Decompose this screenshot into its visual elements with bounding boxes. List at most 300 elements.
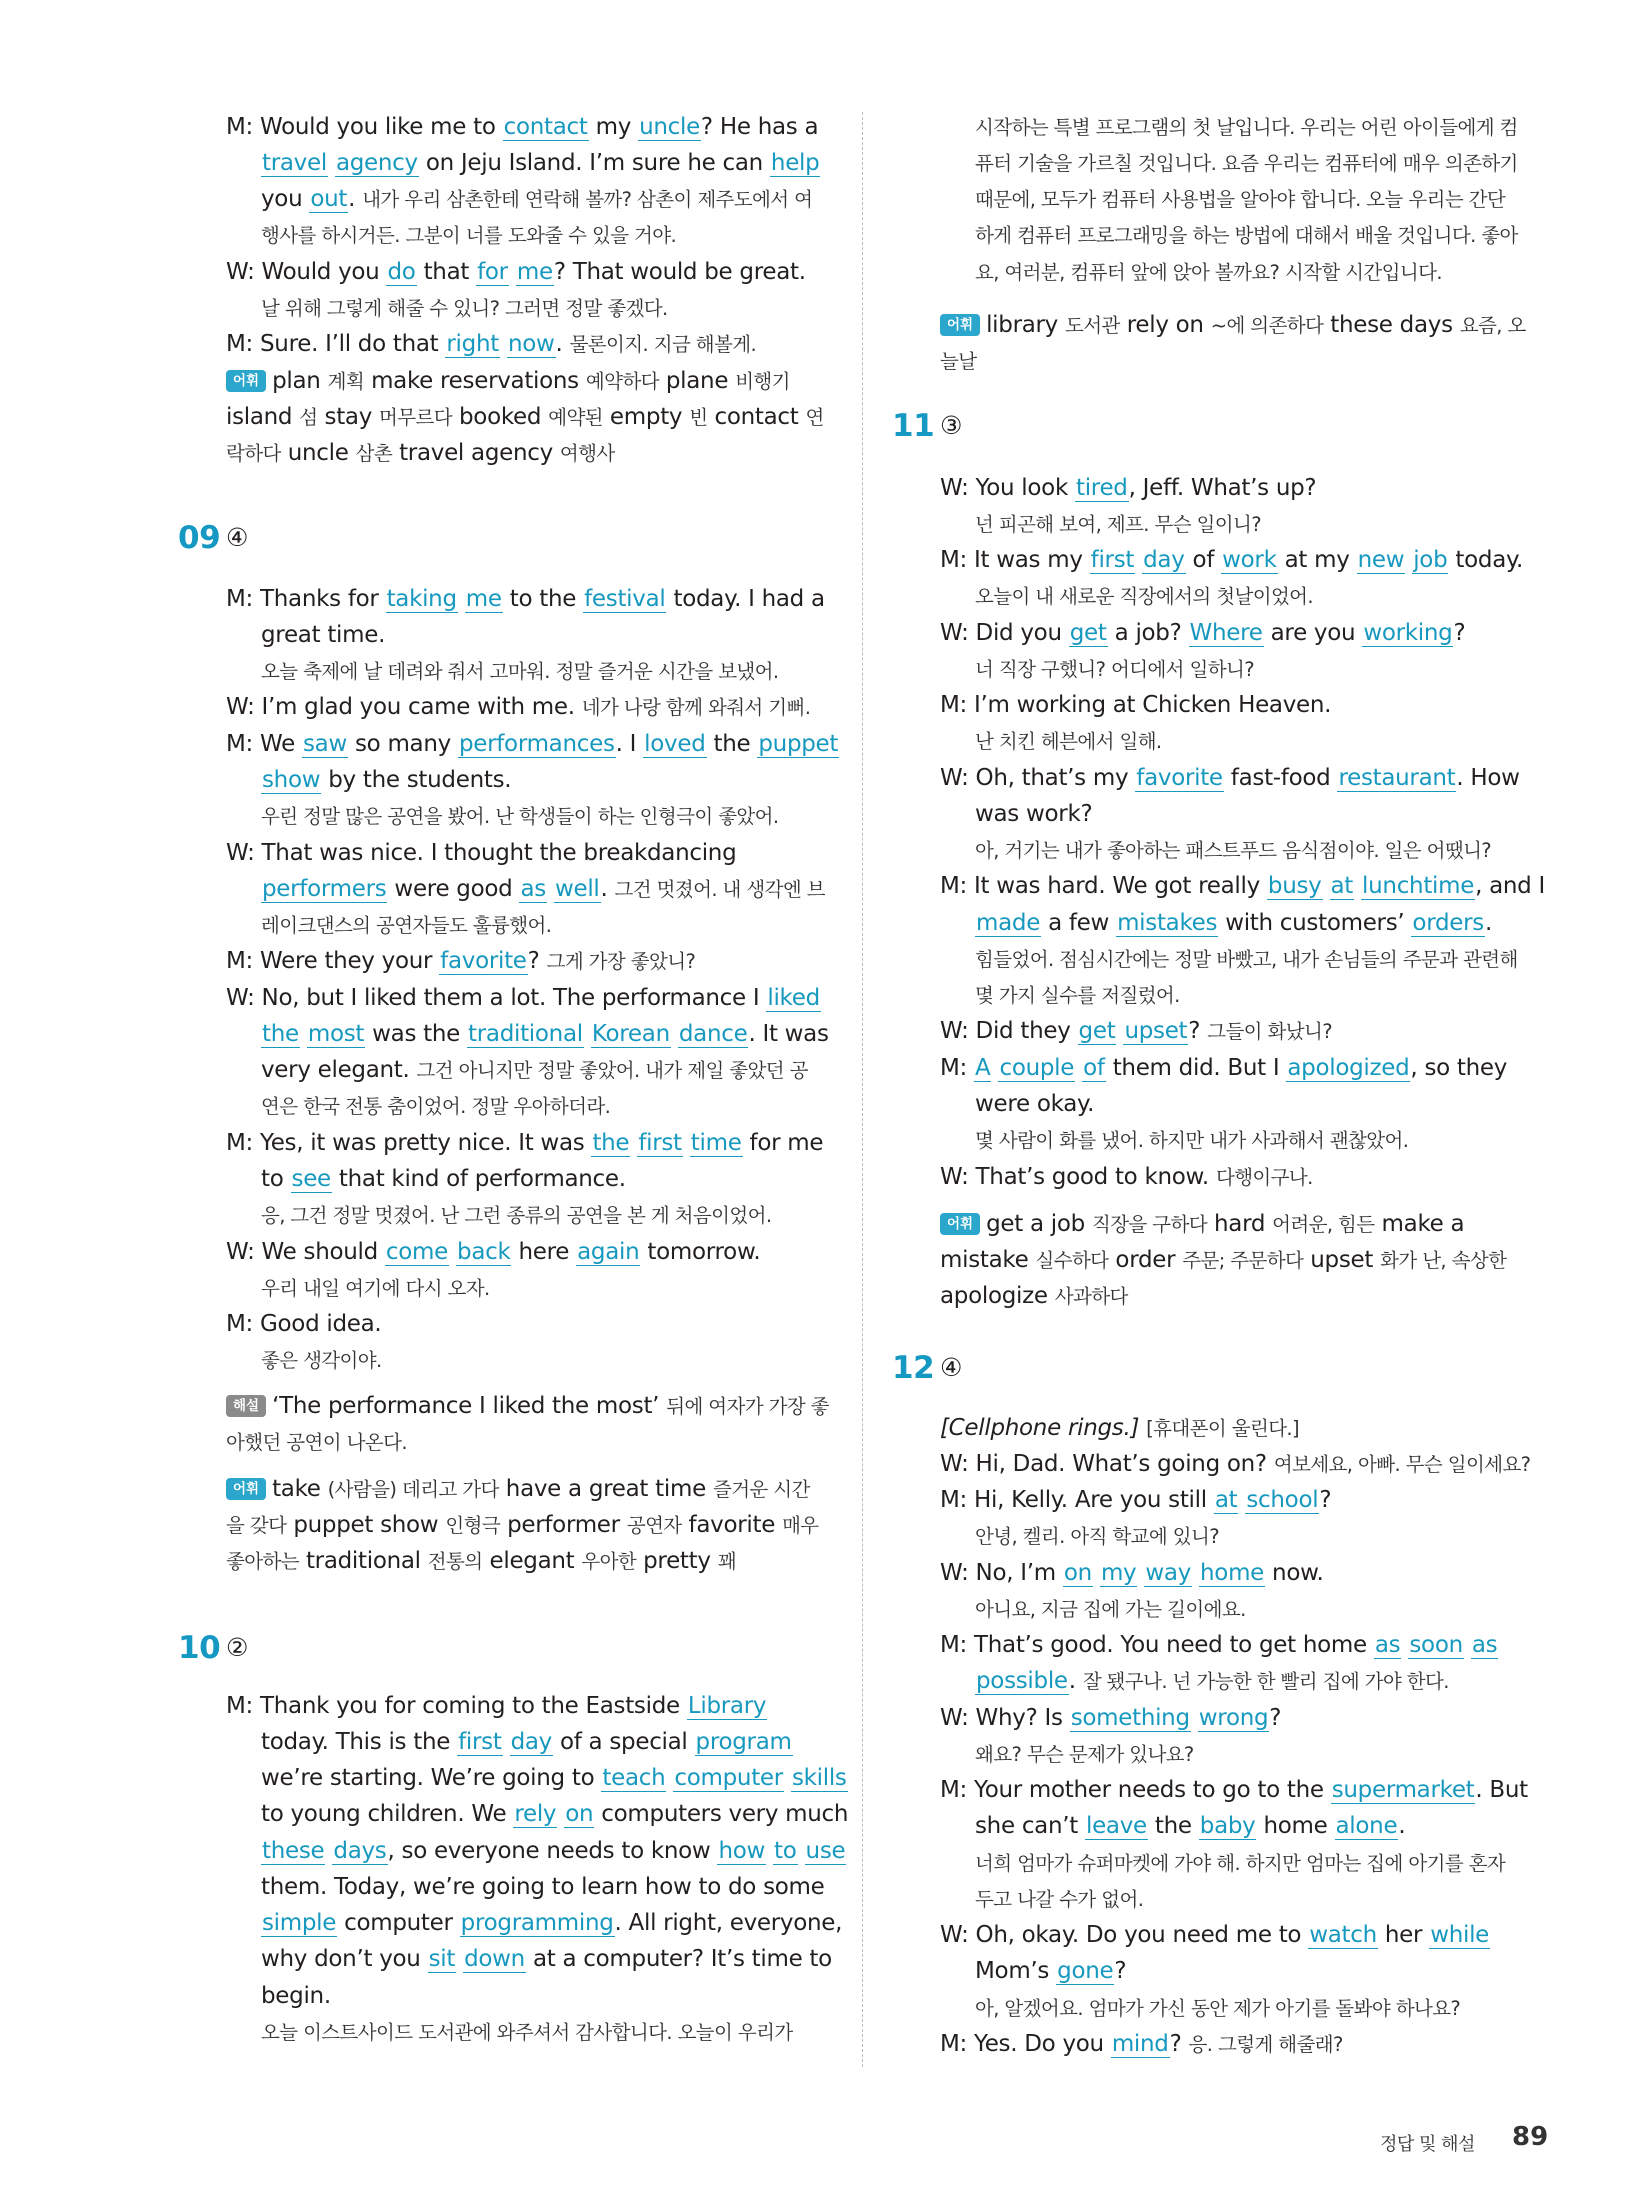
text-line <box>261 1345 382 1376</box>
dialogue-text: empty <box>602 404 690 430</box>
text-line <box>940 1016 1332 1047</box>
translation-text: 머무르다 <box>379 406 452 429</box>
translation-text: 하게 컴퓨터 프로그래밍을 하는 방법에 대해서 배울 것입니다. 좋아 <box>975 224 1518 247</box>
text-line <box>940 1630 1498 1660</box>
text-line <box>226 438 615 469</box>
translation-text: 그건 아니지만 정말 좋았어. 내가 제일 좋았던 공 <box>416 1059 808 1082</box>
translation-text: 그게 가장 좋았니? <box>546 950 696 973</box>
keyword-to: to <box>774 1838 797 1864</box>
translation-text: 오늘이 내 새로운 직장에서의 첫날이었어. <box>975 585 1314 608</box>
keyword-library: Library <box>687 1693 767 1719</box>
question-number: 11 <box>892 408 935 444</box>
translation-text: 섬 <box>299 406 318 429</box>
dialogue-text: ? <box>527 948 547 974</box>
dialogue-text: you <box>261 186 310 212</box>
dialogue-text: W: That’s good to know. <box>940 1164 1216 1190</box>
text-line <box>975 220 1518 251</box>
footer-label: 정답 및 해설 <box>1380 2134 1475 2155</box>
translation-text: 물론이지. 지금 해볼게. <box>569 333 757 356</box>
keyword-liked: liked <box>767 985 820 1011</box>
translation-text: 즐거운 시간 <box>712 1478 810 1501</box>
keyword-taking: taking <box>386 586 457 612</box>
dialogue-text: so many <box>347 731 458 757</box>
keyword-of: of <box>1083 1055 1105 1081</box>
text-line <box>226 402 824 433</box>
dialogue-text: M: That’s good. You need to get home <box>940 1632 1374 1658</box>
text-line <box>940 2029 1343 2060</box>
dialogue-text: to the <box>502 586 584 612</box>
text-line <box>940 618 1465 648</box>
keyword-me: me <box>516 259 553 285</box>
translation-text: 다행이구나. <box>1215 1166 1313 1189</box>
translation-text: 꽤 <box>717 1550 736 1573</box>
dialogue-text: . <box>1484 910 1492 936</box>
text-line <box>226 584 825 614</box>
dialogue-text: great time. <box>261 622 386 648</box>
dialogue-text: ? That would be great. <box>553 259 806 285</box>
dialogue-text <box>1464 1632 1471 1658</box>
keyword-home: home <box>1200 1560 1265 1586</box>
text-line <box>261 1055 808 1086</box>
keyword-couple: couple <box>999 1055 1075 1081</box>
keyword-show: show <box>262 767 321 793</box>
dialogue-text: rely on <box>1119 312 1211 338</box>
dialogue-text: of <box>1185 547 1222 573</box>
keyword-baby: baby <box>1199 1813 1256 1839</box>
dialogue-text <box>503 1729 510 1755</box>
keyword-first: first <box>638 1130 682 1156</box>
dialogue-text: . <box>1398 1813 1406 1839</box>
dialogue-text: , so everyone needs to know <box>387 1838 718 1864</box>
translation-text: 우린 정말 많은 공연을 봤어. 난 학생들이 하는 인형극이 좋았어. <box>261 805 779 828</box>
dialogue-text: of a special <box>552 1729 695 1755</box>
dialogue-text: for me <box>742 1130 824 1156</box>
keyword-agency: agency <box>335 150 418 176</box>
translation-text: 아, 알겠어요. 엄마가 가신 동안 제가 아기를 돌봐야 하나요? <box>975 1997 1461 2020</box>
text-line <box>940 1413 1299 1444</box>
translation-text: 난 치킨 헤븐에서 일해. <box>975 730 1162 753</box>
keyword-the: the <box>262 1021 299 1047</box>
translation-text: 왜요? 무슨 문제가 있나요? <box>975 1743 1194 1766</box>
dialogue-text: were good <box>387 876 520 902</box>
text-line <box>261 801 779 832</box>
keyword-way: way <box>1145 1560 1192 1586</box>
keyword-get: get <box>1069 620 1107 646</box>
keyword-at: at <box>1330 873 1354 899</box>
text-line <box>226 1474 810 1505</box>
dialogue-text: the <box>1147 1813 1199 1839</box>
dialogue-text: ? <box>1188 1018 1208 1044</box>
keyword-soon: soon <box>1409 1632 1463 1658</box>
text-line <box>261 765 511 795</box>
dialogue-text: today. <box>1448 547 1524 573</box>
dialogue-text: M: Hi, Kelly. Are you still <box>940 1487 1214 1513</box>
translation-text: 요즘, 오 <box>1459 314 1526 337</box>
dialogue-text <box>1093 1560 1100 1586</box>
dialogue-text: W: No, but I liked them a lot. The performance I <box>226 985 767 1011</box>
translation-text: 화가 난, 속상한 <box>1380 1249 1507 1272</box>
translation-text: 너희 엄마가 슈퍼마켓에 가야 해. 하지만 엄마는 집에 아기를 혼자 <box>975 1852 1506 1875</box>
dialogue-text: today. This is the <box>261 1729 458 1755</box>
dialogue-text: make a <box>1374 1211 1465 1237</box>
answer-mark: ② <box>226 1633 249 1662</box>
keyword-time: time <box>690 1130 742 1156</box>
dialogue-text: order <box>1108 1247 1183 1273</box>
page-number: 89 <box>1512 2122 1549 2152</box>
text-line <box>975 581 1313 612</box>
text-line <box>226 1391 829 1422</box>
text-line <box>940 1703 1281 1733</box>
dialogue-text: them. Today, we’re going to learn how to do some <box>261 1874 825 1900</box>
vocab-badge: 어휘 <box>226 1478 266 1500</box>
dialogue-text <box>300 1021 307 1047</box>
translation-text: 우아한 <box>581 1550 637 1573</box>
text-line <box>261 1727 793 1757</box>
keyword-dance: dance <box>678 1021 748 1047</box>
dialogue-text: pretty <box>636 1548 718 1574</box>
dialogue-text: performer <box>500 1512 627 1538</box>
dialogue-text: . But <box>1475 1777 1528 1803</box>
text-line <box>975 1956 1126 1986</box>
dialogue-text: was work? <box>975 801 1093 827</box>
dialogue-text: mistake <box>940 1247 1036 1273</box>
translation-text: 공연자 <box>626 1514 682 1537</box>
dialogue-text <box>683 1130 690 1156</box>
translation-text: 어려운, 힘든 <box>1272 1213 1375 1236</box>
dialogue-text: computer <box>337 1910 460 1936</box>
keyword-sit: sit <box>428 1946 456 1972</box>
dialogue-text: stay <box>317 404 380 430</box>
keyword-while: while <box>1430 1922 1490 1948</box>
text-line <box>975 908 1492 938</box>
keyword-favorite: favorite <box>440 948 527 974</box>
text-line <box>940 1209 1464 1240</box>
dialogue-text <box>584 1021 591 1047</box>
keyword-back: back <box>457 1239 511 1265</box>
translation-text: ~에 의존하다 <box>1210 314 1324 337</box>
keyword-as: as <box>1374 1632 1401 1658</box>
translation-text: 락하다 <box>226 442 281 465</box>
keyword-leave: leave <box>1085 1813 1147 1839</box>
translation-text: 비행기 <box>735 370 790 393</box>
translation-text: 여행사 <box>559 442 615 465</box>
text-line <box>226 1128 823 1158</box>
dialogue-text: M: It was hard. We got really <box>940 873 1267 899</box>
dialogue-text: M: Sure. I’ll do that <box>226 331 446 357</box>
dialogue-text: , so they <box>1410 1055 1508 1081</box>
dialogue-text: was the <box>365 1021 468 1047</box>
keyword-see: see <box>291 1166 331 1192</box>
translation-text: 내가 우리 삼촌한테 연락해 볼까? 삼촌이 제주도에서 여 <box>362 188 813 211</box>
dialogue-text: upset <box>1303 1247 1381 1273</box>
dialogue-text <box>1191 1705 1198 1731</box>
translation-text: 몇 사람이 화를 냈어. 하지만 내가 사과해서 괜찮았어. <box>975 1129 1409 1152</box>
text-line <box>975 1089 1094 1119</box>
dialogue-text: them did. But I <box>1105 1055 1287 1081</box>
text-line <box>226 983 821 1013</box>
text-line <box>226 692 810 723</box>
translation-text: 예약하다 <box>585 370 659 393</box>
keyword-most: most <box>307 1021 365 1047</box>
text-line <box>940 1558 1324 1588</box>
dialogue-text: to young children. We <box>261 1801 514 1827</box>
text-line <box>940 310 1526 341</box>
dialogue-text: today. I had a <box>666 586 825 612</box>
text-line <box>940 1775 1528 1805</box>
text-line <box>261 1799 848 1829</box>
dialogue-text <box>1192 1560 1199 1586</box>
keyword-out: out <box>310 186 348 212</box>
keyword-day: day <box>510 1729 552 1755</box>
dialogue-text: . <box>1068 1668 1083 1694</box>
translation-text: 실수하다 <box>1035 1249 1109 1272</box>
text-line <box>975 726 1162 757</box>
keyword-at: at <box>1214 1487 1238 1513</box>
keyword-possible: possible <box>976 1668 1068 1694</box>
dialogue-text: home <box>1256 1813 1335 1839</box>
dialogue-text: to <box>261 1166 291 1192</box>
keyword-on: on <box>1063 1560 1092 1586</box>
vocab-badge: 어휘 <box>226 370 266 392</box>
keyword-where: Where <box>1189 620 1263 646</box>
keyword-do: do <box>387 259 416 285</box>
translation-text: 응. 그렇게 해줄래? <box>1188 2033 1343 2056</box>
keyword-festival: festival <box>584 586 666 612</box>
dialogue-text: hard <box>1206 1211 1273 1237</box>
dialogue-text: W: Why? Is <box>940 1705 1070 1731</box>
dialogue-text: by the students. <box>321 767 512 793</box>
translation-text: 그건 멋졌어. 내 생각엔 브 <box>614 878 825 901</box>
text-line <box>226 112 818 142</box>
dialogue-text: W: Hi, Dad. What’s going on? <box>940 1451 1274 1477</box>
dialogue-text: that <box>416 259 477 285</box>
keyword-watch: watch <box>1309 1922 1377 1948</box>
text-line <box>940 871 1545 901</box>
dialogue-text: fast-food <box>1223 765 1338 791</box>
dialogue-text: make reservations <box>364 368 586 394</box>
keyword-now: now <box>507 331 555 357</box>
dialogue-text: ? <box>1169 2031 1189 2057</box>
dialogue-text: , Jeff. What’s up? <box>1128 475 1317 501</box>
translation-text: 직장을 구하다 <box>1091 1213 1207 1236</box>
dialogue-text: computers very much <box>594 1801 849 1827</box>
text-line <box>940 545 1523 575</box>
dialogue-text <box>798 1838 805 1864</box>
text-line <box>261 1872 825 1902</box>
translation-text: 너 직장 구했니? 어디에서 일하니? <box>975 658 1254 681</box>
dialogue-text: . All right, everyone, <box>614 1910 843 1936</box>
dialogue-text <box>1354 873 1361 899</box>
dialogue-text: travel agency <box>392 440 560 466</box>
dialogue-text: ? He has a <box>700 114 819 140</box>
dialogue-text: ? <box>1114 1958 1127 1984</box>
dialogue-text: ‘The performance I liked the most’ <box>272 1393 667 1419</box>
keyword-my: my <box>1100 1560 1137 1586</box>
dialogue-text: M: Would you like me to <box>226 114 503 140</box>
text-line <box>975 148 1518 179</box>
dialogue-text: library <box>986 312 1066 338</box>
translation-text: 몇 가지 실수를 저질렀어. <box>975 984 1180 1007</box>
keyword-use: use <box>805 1838 846 1864</box>
dialogue-text: we’re starting. We’re going to <box>261 1765 602 1791</box>
dialogue-text: that kind of performance. <box>331 1166 626 1192</box>
keyword-performers: performers <box>262 876 387 902</box>
dialogue-text: W: I’m glad you came with me. <box>226 694 582 720</box>
translation-text: 안녕, 켈리. 아직 학교에 있니? <box>975 1525 1219 1548</box>
keyword-mind: mind <box>1111 2031 1169 2057</box>
dialogue-text: W: You look <box>940 475 1075 501</box>
dialogue-text: . <box>348 186 363 212</box>
text-line <box>940 690 1331 720</box>
question-number: 09 <box>178 520 221 556</box>
dialogue-text: uncle <box>280 440 356 466</box>
question-number: 12 <box>892 1350 935 1386</box>
text-line <box>226 729 839 759</box>
dialogue-text: why don’t you <box>261 1946 428 1972</box>
keyword-tired: tired <box>1075 475 1128 501</box>
dialogue-text: . How <box>1456 765 1520 791</box>
text-line <box>261 874 825 905</box>
dialogue-text <box>671 1021 678 1047</box>
text-line <box>940 1281 1128 1312</box>
text-line <box>261 1908 842 1938</box>
dialogue-text: ? <box>1269 1705 1282 1731</box>
vocab-badge: 어휘 <box>940 314 980 336</box>
text-line <box>261 1164 626 1194</box>
translation-text: 두고 나갈 수가 없어. <box>975 1888 1144 1911</box>
dialogue-text: apologize <box>940 1283 1055 1309</box>
dialogue-text: M: Thank you for coming to the Eastside <box>226 1693 687 1719</box>
text-line <box>226 329 756 360</box>
keyword-a: A <box>975 1055 991 1081</box>
text-line <box>261 1763 848 1793</box>
translation-text: 요, 여러분, 컴퓨터 앞에 앉아 볼까요? 시작할 시간입니다. <box>975 261 1442 284</box>
dialogue-text <box>1323 873 1330 899</box>
text-line <box>975 1739 1194 1770</box>
dialogue-text: plan <box>272 368 328 394</box>
keyword-working: working <box>1363 620 1453 646</box>
keyword-well: well <box>554 876 600 902</box>
dialogue-text: have a great time <box>498 1476 713 1502</box>
keyword-contact: contact <box>503 114 588 140</box>
explanation-badge: 해설 <box>226 1395 266 1417</box>
translation-text: 잘 됐구나. 넌 가능한 한 빨리 집에 가야 한다. <box>1082 1670 1449 1693</box>
dialogue-text <box>766 1838 773 1864</box>
dialogue-text: M: I’m working at Chicken Heaven. <box>940 692 1332 718</box>
keyword-upset: upset <box>1124 1018 1188 1044</box>
text-line <box>975 184 1505 215</box>
translation-text: 도서관 <box>1065 314 1120 337</box>
text-line <box>226 366 790 397</box>
translation-text: [휴대폰이 울린다.] <box>1146 1417 1300 1440</box>
text-line <box>261 1836 846 1866</box>
answer-mark: ④ <box>940 1353 963 1382</box>
translation-text: 때문에, 모두가 컴퓨터 사용법을 알아야 합니다. 오늘 우리는 간단 <box>975 188 1506 211</box>
dialogue-text: Mom’s <box>975 1958 1057 1984</box>
keyword-computer: computer <box>674 1765 783 1791</box>
dialogue-text: contact <box>707 404 806 430</box>
text-line <box>975 835 1491 866</box>
text-line <box>975 1594 1246 1625</box>
text-line <box>261 1273 490 1304</box>
dialogue-text: . It was <box>748 1021 829 1047</box>
text-line <box>975 1666 1449 1697</box>
keyword-come: come <box>385 1239 448 1265</box>
dialogue-text <box>328 150 335 176</box>
dialogue-text: . I <box>615 731 644 757</box>
dialogue-text: puppet show <box>286 1512 446 1538</box>
dialogue-text: begin. <box>261 1983 331 2009</box>
translation-text: 을 갖다 <box>226 1514 287 1537</box>
keyword-gone: gone <box>1057 1958 1114 1984</box>
text-line <box>940 346 976 377</box>
text-line <box>975 1884 1143 1915</box>
translation-text: 아했던 공연이 나온다. <box>226 1431 407 1454</box>
translation-text: 여보세요, 아빠. 무슨 일이세요? <box>1273 1453 1531 1476</box>
text-line <box>261 220 676 251</box>
keyword-uncle: uncle <box>639 114 700 140</box>
translation-text: 퓨터 기술을 가르칠 것입니다. 요즘 우리는 컴퓨터에 매우 의존하기 <box>975 152 1518 175</box>
dialogue-text: tomorrow. <box>640 1239 761 1265</box>
text-line <box>975 1125 1408 1156</box>
translation-text: 그들이 화났니? <box>1207 1020 1332 1043</box>
translation-text: 뒤에 여자가 가장 좋 <box>666 1395 829 1418</box>
dialogue-text <box>509 259 516 285</box>
translation-text: 힘들었어. 점심시간에는 정말 바빴고, 내가 손님들의 주문과 관련해 <box>975 948 1518 971</box>
translation-text: 우리 내일 여기에 다시 오자. <box>261 1277 490 1300</box>
dialogue-text: W: Did they <box>940 1018 1078 1044</box>
dialogue-text: a job? <box>1107 620 1189 646</box>
dialogue-text: W: Oh, that’s my <box>940 765 1136 791</box>
text-line <box>940 1162 1313 1193</box>
translation-text: 시작하는 특별 프로그램의 첫 날입니다. 우리는 어린 아이들에게 컴 <box>975 116 1518 139</box>
dialogue-text: favorite <box>681 1512 783 1538</box>
keyword-get: get <box>1078 1018 1116 1044</box>
keyword-favorite: favorite <box>1136 765 1223 791</box>
text-line <box>261 1200 771 1231</box>
text-line <box>226 1546 736 1577</box>
keyword-on: on <box>565 1801 594 1827</box>
text-line <box>975 1811 1405 1841</box>
text-line <box>261 656 779 687</box>
keyword-traditional: traditional <box>468 1021 583 1047</box>
keyword-me: me <box>465 586 502 612</box>
text-line <box>975 112 1518 143</box>
text-line <box>975 1848 1505 1879</box>
dialogue-text: M: Thanks for <box>226 586 386 612</box>
translation-text: 아, 거기는 내가 좋아하는 패스트푸드 음식점이야. 일은 어땠니? <box>975 839 1492 862</box>
dialogue-text: elegant <box>482 1548 582 1574</box>
keyword-simple: simple <box>262 1910 337 1936</box>
keyword-puppet: puppet <box>758 731 839 757</box>
dialogue-text <box>784 1765 791 1791</box>
dialogue-text: with customers’ <box>1218 910 1412 936</box>
text-line <box>940 1449 1530 1480</box>
dialogue-text: . <box>600 876 615 902</box>
translation-text: 좋은 생각이야. <box>261 1349 382 1372</box>
dialogue-text <box>449 1239 456 1265</box>
keyword-right: right <box>446 331 499 357</box>
text-line <box>261 1944 832 1974</box>
dialogue-text: at a computer? It’s time to <box>525 1946 832 1972</box>
translation-text: 전통의 <box>427 1550 483 1573</box>
keyword-wrong: wrong <box>1198 1705 1269 1731</box>
keyword-as: as <box>520 876 546 902</box>
text-line <box>261 184 812 215</box>
answer-mark: ④ <box>226 523 249 552</box>
dialogue-text: M: <box>940 1055 975 1081</box>
text-line <box>226 1427 407 1458</box>
